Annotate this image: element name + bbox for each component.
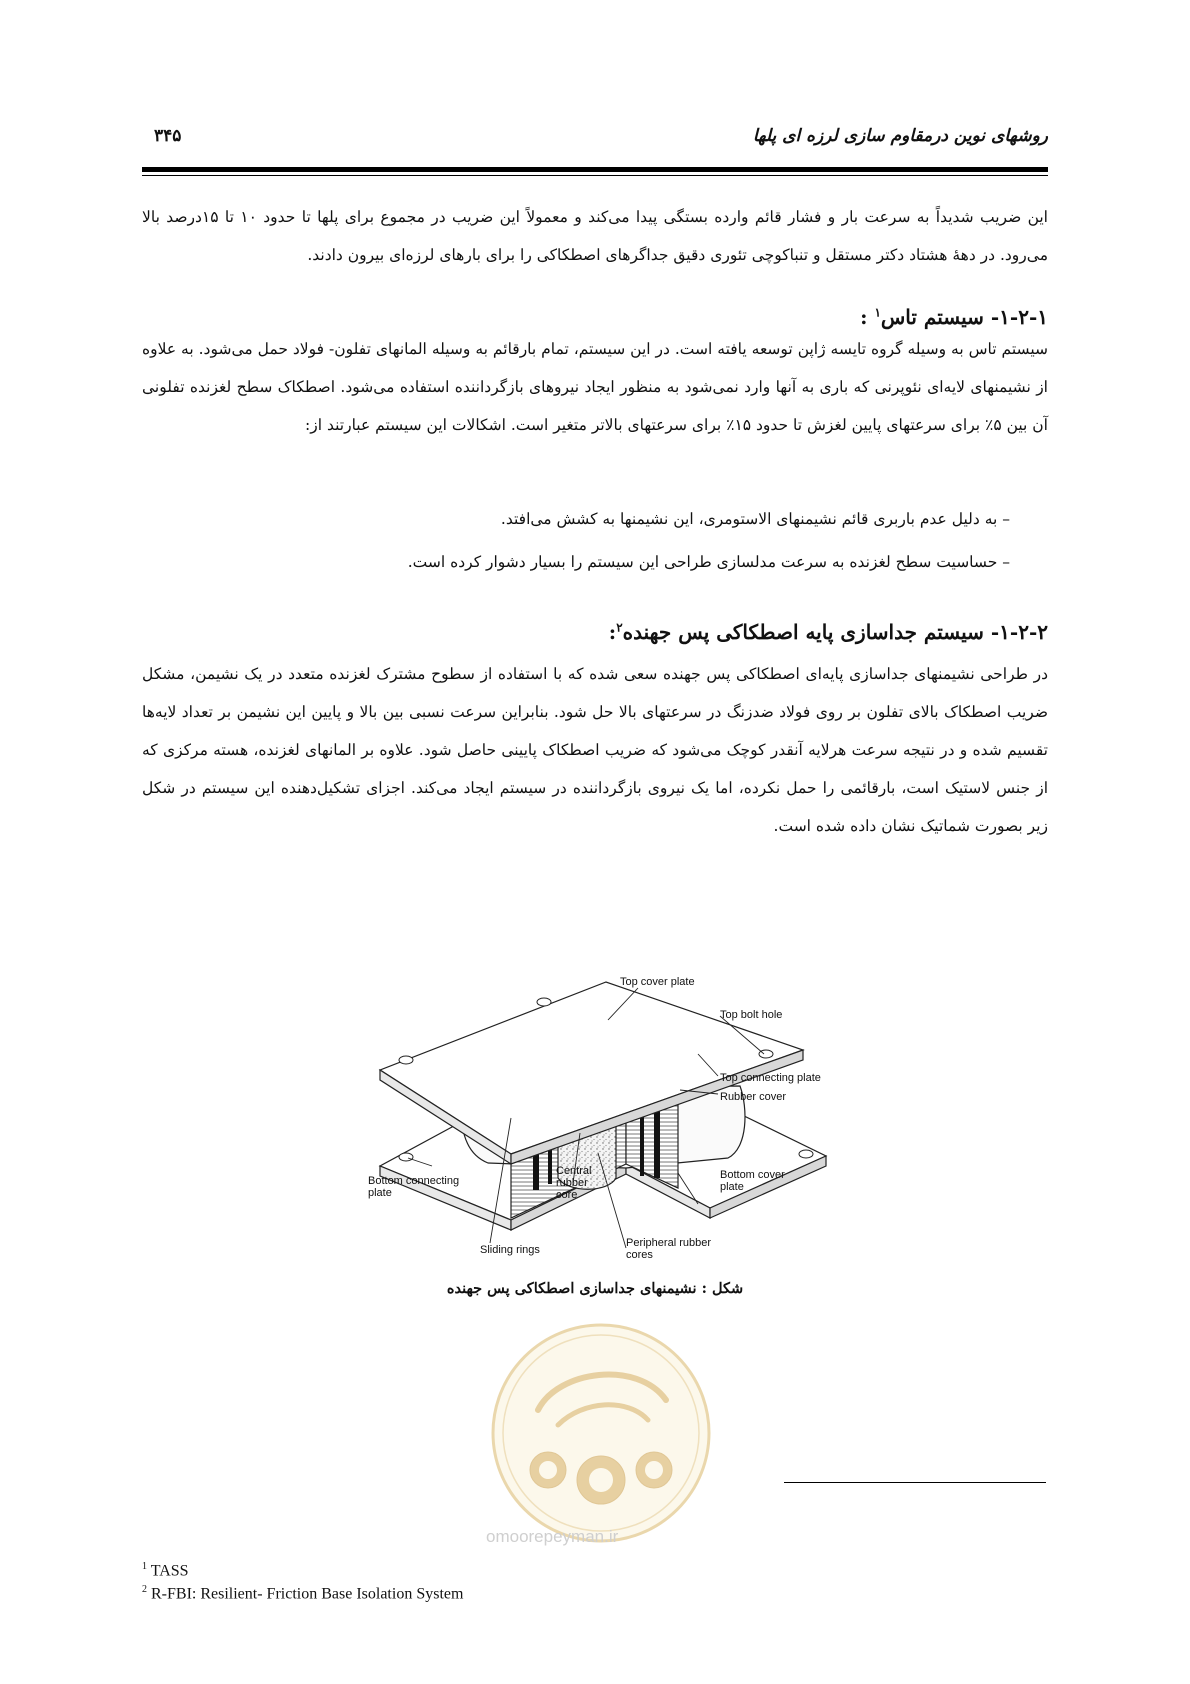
footnote-text: TASS [150,1562,189,1580]
footnote-number: 2 [142,1584,147,1595]
section2-paragraph: در طراحی نشیمنهای جداسازی پایه‌ای اصطکاکی پس جهنده سعی شده که با استفاده از سطوح مشترک لغزنده متعدد در یک نشیمن، مشکل ضریب اصطکاک بالای تفلون بر روی فولاد ضدزنگ در سرعتهای بالا حل شود. بنابراین سرعت نسبی بین بالا و پایین این نشیمن بر تعداد لایه‌ها تقسیم شده و در نتیجه سرعت هرلایه آنقدر کوچک می‌شود که ضریب اصطکاک پایینی حاصل شود. علاوه بر المانهای لغزنده، هسته مرکزی که از جنس لاستیک است، بارقائمی را حمل نکرده، اما یک نیروی بازگرداننده در سیستم ایجاد می‌کند. اجزای تشکیل‌دهنده این سیستم در شکل زیر بصورت شماتیک نشان داده شده است. [142,665,1048,835]
heading-suffix: : [860,305,875,329]
figure-caption: شکل : نشیمنهای جداسازی اصطکاکی پس جهنده [446,1280,744,1297]
footnote-ref: ۲ [616,620,623,635]
running-title: روشهای نوین درمقاوم سازی لرزه ای پلها [752,126,1048,146]
footnote-rule [784,1482,1046,1483]
bearing-schematic-figure [368,968,854,1273]
watermark-logo [488,1320,714,1546]
page-number: ۳۴۵ [154,126,182,146]
intro-paragraph: این ضریب شدیداً به سرعت بار و فشار قائم وارده بستگی پیدا می‌کند و معمولاً این ضریب در مجموع برای پلها تا حدود ۱۰ تا ۱۵درصد بالا می‌رود. در دههٔ هشتاد دکتر مستقل و تنباکوچی تئوری دقیق جداگرهای اصطکاکی را برای بارهای لرزه‌ای بیرون دادند. [142,208,1048,264]
label-bottom-connecting-plate: plate [368,1187,392,1199]
label-central-rubber-core: rubber [556,1177,588,1189]
label-sliding-rings: Sliding rings [480,1244,540,1256]
watermark-url: omoorepeyman.ir [486,1527,619,1546]
section-heading-rfbi [609,620,1048,644]
header-rule-thick [142,167,1048,172]
footnote-ref: ۱ [874,305,881,320]
label-peripheral-rubber-cores: Peripheral rubber [626,1237,711,1249]
heading-suffix: : [608,620,617,644]
header-rule-thin [142,175,1048,176]
label-peripheral-rubber-cores: cores [626,1249,653,1261]
footnote [142,1584,463,1603]
running-header [142,126,1048,156]
list-item: – به دلیل عدم باربری قائم نشیمنهای الاستومری، این نشیمنها به کشش می‌افتد. [500,510,1010,528]
section-heading-tass [860,305,1048,329]
footnote-text: R-FBI: Resilient- Friction Base Isolation System [151,1585,464,1603]
label-top-connecting-plate: Top connecting plate [720,1072,821,1084]
label-rubber-cover: Rubber cover [720,1091,787,1103]
label-central-rubber-core: Central [556,1165,592,1177]
bolt-hole [399,1056,413,1064]
footnote [142,1561,189,1580]
footnote-number: 1 [142,1561,147,1572]
label-bottom-cover-plate: Bottom cover [720,1169,785,1181]
list-item: – حساسیت سطح لغزنده به سرعت مدلسازی طراحی این سیستم را بسیار دشوار کرده است. [407,553,1010,571]
label-bottom-connecting-plate: Bottom connecting [368,1175,460,1187]
heading-text: ۱-۲-۱- سیستم تاس [880,305,1048,329]
label-bottom-cover-plate: plate [720,1181,744,1193]
label-top-cover-plate: Top cover plate [620,976,695,988]
label-central-rubber-core: core [556,1189,578,1201]
label-top-bolt-hole: Top bolt hole [720,1009,783,1021]
section1-paragraph: سیستم تاس به وسیله گروه تایسه ژاپن توسعه یافته است. در این سیستم، تمام بارقائم به وسیله المانهای تفلون- فولاد حمل می‌شود. به علاوه از نشیمنهای لایه‌ای نئوپرنی که باری به آنها وارد نمی‌شود به منظور ایجاد نیروهای بازگرداننده استفاده می‌شود. اصطکاک سطح لغزنده تفلونی آن بین ۵٪ برای سرعتهای پایین لغزش تا حدود ۱۵٪ برای سرعتهای بالاتر متغیر است. اشکالات این سیستم عبارتند از: [142,340,1048,434]
heading-text: ۱-۲-۲- سیستم جداسازی پایه اصطکاکی پس جهنده [622,620,1048,644]
bolt-hole [537,998,551,1006]
